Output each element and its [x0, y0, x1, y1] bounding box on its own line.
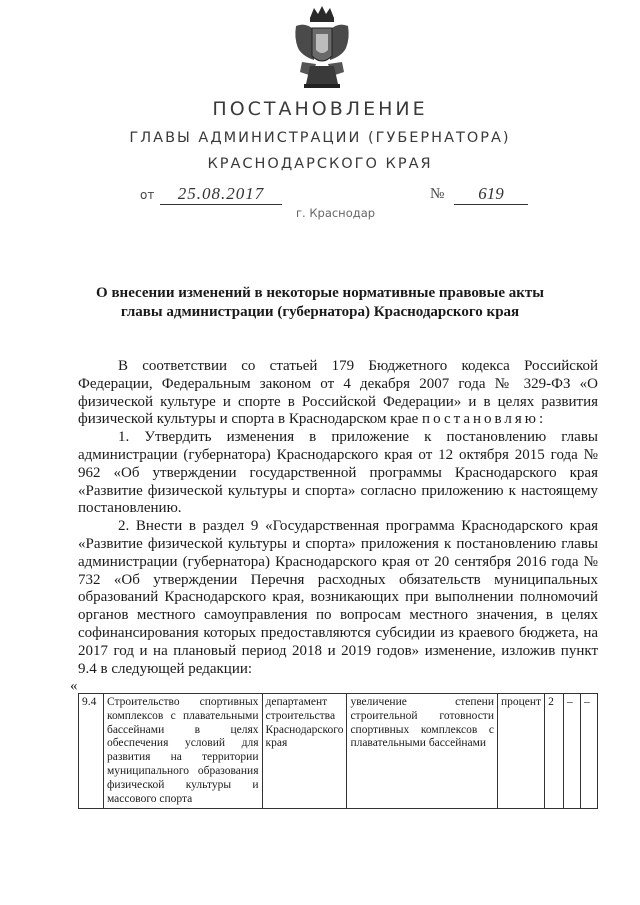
cell-value-2: –	[564, 694, 581, 809]
title-line-1: О внесении изменений в некоторые нормативные правовые акты	[96, 285, 544, 301]
emblem-icon	[292, 4, 352, 90]
doc-type-heading: ПОСТАНОВЛЕНИЕ	[212, 98, 428, 120]
cell-indicator: увеличение степени строительной готовности спортивных комплексов с плавательными бассейнами	[347, 694, 498, 809]
paragraph-item-1: 1. Утвердить изменения в приложение к постановлению главы администрации (губернатора) Краснодарского края от 12 октября 2015 года № 962 «Об утверждении государственной программы Краснодарского края «Развитие физической культуры и спорта» согласно приложению к настоящему постановлению.	[78, 429, 598, 517]
opening-quote: «	[70, 678, 78, 694]
cell-item-number: 9.4	[79, 694, 104, 809]
cell-description: Строительство спортивных комплексов с плавательными бассейнами в целях обеспечения условий для развития на территории муниципального образования физической культуры и массового спорта	[103, 694, 262, 809]
city-label: г. Краснодар	[296, 206, 376, 220]
document-date: 25.08.2017	[160, 184, 282, 205]
date-label: от	[140, 188, 155, 202]
date-number-line	[140, 184, 540, 208]
cell-department: департамент строительства Краснодарского края	[262, 694, 347, 809]
document-body	[78, 358, 598, 678]
paragraph-item-2: 2. Внести в раздел 9 «Государственная программа Краснодарского края «Развитие физической культуры и спорта» приложения к постановлению главы администрации (губернатора) Краснодарского края от 20 сентября 2016 года № 732 «Об утверждении Перечня расходных обязательств муниципальных образований Краснодарского края, возникающих при выполнении полномочий органов местного самоуправления по вопросам местного значения, в целях софинансирования которых предоставляются субсидии из краевого бюджета, на 2017 год и на плановый период 2018 и 2019 годов» изменение, изложив пункт 9.4 в следующей редакции:	[78, 518, 598, 677]
cell-value-3: –	[581, 694, 598, 809]
preamble-text: В соответствии со статьей 179 Бюджетного кодекса Российской Федерации, Федеральным законом от 4 декабря 2007 года № 329-ФЗ «О физической культуре и спорте в Российской Федерации» и в целях развития физической культуры и спорта в Краснодарском крае	[78, 358, 598, 428]
cell-unit: процент	[497, 694, 544, 809]
resolve-word: постановляю:	[422, 411, 547, 428]
document-title	[60, 284, 580, 322]
number-label: №	[430, 186, 445, 202]
region-heading: КРАСНОДАРСКОГО КРАЯ	[207, 156, 433, 172]
amendment-table	[78, 693, 598, 809]
document-number: 619	[454, 184, 528, 205]
table-row	[79, 694, 598, 809]
authority-heading: ГЛАВЫ АДМИНИСТРАЦИИ (ГУБЕРНАТОРА)	[129, 130, 511, 146]
paragraph-preamble	[78, 358, 598, 429]
title-line-2: главы администрации (губернатора) Краснодарского края	[120, 304, 520, 320]
cell-value-1: 2	[545, 694, 564, 809]
